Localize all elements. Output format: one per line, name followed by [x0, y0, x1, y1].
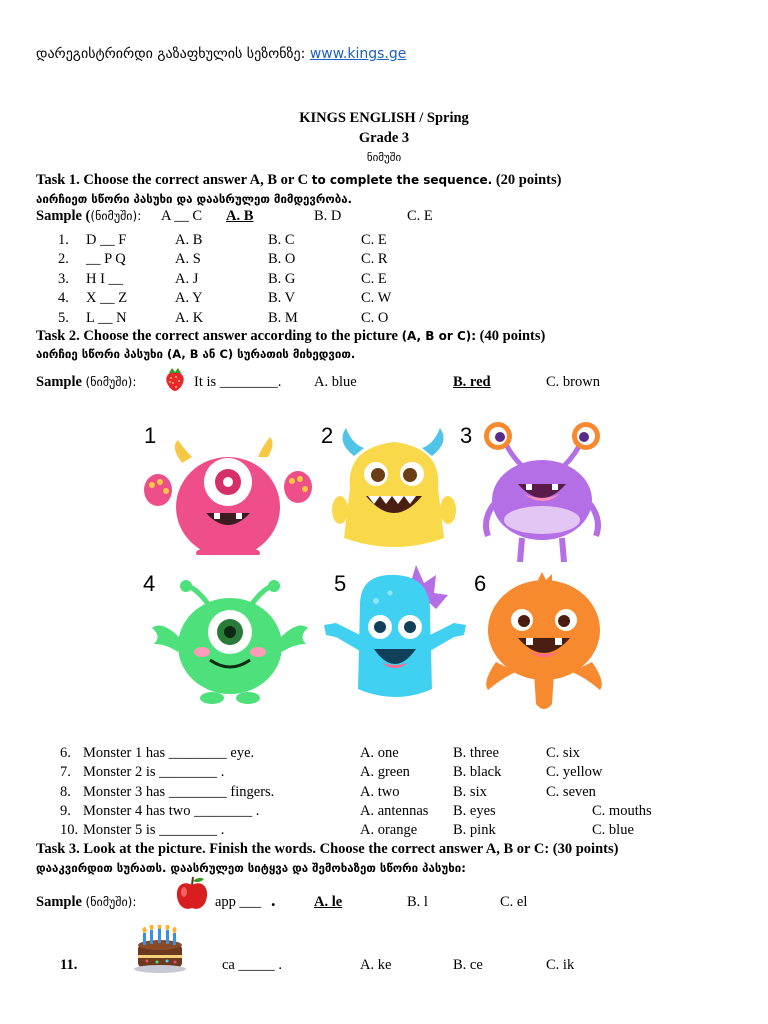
answer-a: A. J [175, 271, 199, 287]
sample-answer-a: A. le [314, 894, 343, 910]
item-question: X __ Z [86, 290, 128, 306]
task2-title [36, 328, 545, 345]
monster-number-3: 3 [460, 423, 473, 448]
item-question: __ P Q [86, 251, 126, 267]
sample-label: Sample (ნიმუში): [36, 374, 137, 390]
task2-title-small: (A, B or C): [401, 329, 477, 343]
sample-answer-c: C. brown [546, 374, 600, 390]
answer-a: A. two [360, 784, 400, 800]
item-question: L __ N [86, 310, 127, 326]
sample-answer-c: C. el [500, 894, 528, 910]
sample-question: A __ C [161, 208, 203, 224]
sample-answer-b: B. l [407, 894, 428, 910]
answer-c: C. O [361, 310, 389, 326]
answer-b: B. eyes [453, 803, 496, 819]
item-question: Monster 2 is ________ . [83, 764, 225, 780]
task3-item-11 [0, 957, 768, 976]
answer-a: A. green [360, 764, 410, 780]
item-question: Monster 1 has ________ eye. [83, 745, 255, 761]
task3-instruction-geo: დააკვირდით სურათს. დაასრულეთ სიტყვა და შემოხაზეთ სწორი პასუხი: [36, 861, 466, 875]
item-question: ca _____ . [222, 957, 282, 973]
answer-a: A. Y [175, 290, 203, 306]
answer-c: C. yellow [546, 764, 603, 780]
monster-number-6: 6 [474, 571, 487, 596]
sample-title: ნიმუში [366, 151, 402, 164]
monster-number-4: 4 [143, 571, 156, 596]
task1-points: (20 points) [495, 172, 562, 188]
answer-b: B. ce [453, 957, 483, 973]
task1-item [0, 290, 768, 309]
task1-title-main: Task 1. Choose the correct answer A, B or C [36, 172, 309, 188]
answer-a: A. K [175, 310, 204, 326]
answer-c: C. six [546, 745, 580, 761]
answer-c: C. ik [546, 957, 575, 973]
task1-item [0, 310, 768, 329]
sample-dot: . [271, 890, 276, 910]
task3-sample-row [0, 890, 768, 913]
monster-3-purple-icon [480, 420, 605, 565]
task2-item [0, 803, 768, 822]
monster-number-1: 1 [144, 423, 157, 448]
task3-title: Task 3. Look at the picture. Finish the words. Choose the correct answer A, B or C: (30 points) [36, 841, 619, 857]
task2-sample-row [0, 374, 768, 393]
answer-a: A. antennas [360, 803, 429, 819]
answer-c: C. W [361, 290, 392, 306]
item-number: 4. [58, 290, 69, 306]
answer-a: A. ke [360, 957, 392, 973]
page-title: KINGS ENGLISH / Spring [299, 110, 469, 126]
task1-item [0, 251, 768, 270]
item-number: 10. [60, 822, 79, 838]
answer-a: A. orange [360, 822, 418, 838]
answer-b: B. M [268, 310, 298, 326]
answer-b: B. G [268, 271, 296, 287]
monster-1-pink-icon [140, 435, 315, 555]
answer-c: C. E [361, 232, 387, 248]
sample-question: app ___ [215, 894, 262, 910]
answer-b: B. O [268, 251, 296, 267]
task1-sample-row [0, 208, 768, 227]
task2-title-main: Task 2. Choose the correct answer according to the picture [36, 328, 398, 344]
item-number: 3. [58, 271, 69, 287]
answer-b: B. six [453, 784, 487, 800]
registration-text: დარეგისტრირდი გაზაფხულის სეზონზე: [36, 46, 306, 62]
item-question: D __ F [86, 232, 127, 248]
task1-instruction-geo: აირჩიეთ სწორი პასუხი და დაასრულეთ მიმდევრობა. [36, 192, 352, 206]
answer-a: A. S [175, 251, 201, 267]
item-number: 5. [58, 310, 69, 326]
task2-points: (40 points) [479, 328, 546, 344]
monster-6-orange-icon [482, 572, 607, 712]
registration-line [36, 46, 406, 62]
answer-b: B. pink [453, 822, 496, 838]
item-number: 6. [60, 745, 71, 761]
task1-item [0, 271, 768, 290]
item-question: Monster 3 has ________ fingers. [83, 784, 275, 800]
task2-item [0, 822, 768, 841]
task2-instruction-geo: აირჩიე სწორი პასუხი (A, B ან C) სურათის მიხედვით. [36, 347, 356, 361]
answer-c: C. seven [546, 784, 596, 800]
item-number: 7. [60, 764, 71, 780]
birthday-cake-icon [133, 925, 187, 973]
task1-item [0, 232, 768, 251]
sample-answer-b: B. D [314, 208, 342, 224]
sample-answer-b: B. red [453, 374, 491, 390]
sample-answer-a: A. B [226, 208, 254, 224]
item-number: 1. [58, 232, 69, 248]
task2-item [0, 764, 768, 783]
answer-b: B. black [453, 764, 502, 780]
answer-c: C. mouths [592, 803, 652, 819]
kings-link[interactable]: www.kings.ge [309, 46, 407, 62]
sample-label: Sample (ნიმუში): [36, 894, 137, 910]
answer-a: A. B [175, 232, 203, 248]
item-number: 9. [60, 803, 71, 819]
sample-answer-a: A. blue [314, 374, 357, 390]
grade-title: Grade 3 [358, 130, 410, 146]
answer-c: C. blue [592, 822, 634, 838]
task1-title [36, 172, 561, 189]
item-number: 8. [60, 784, 71, 800]
monster-4-green-icon [148, 580, 313, 705]
item-question: Monster 5 is ________ . [83, 822, 225, 838]
task2-item [0, 784, 768, 803]
sample-question: It is ________. [194, 374, 282, 390]
apple-icon [175, 876, 209, 912]
item-number: 2. [58, 251, 69, 267]
item-question: H I __ [86, 271, 124, 287]
answer-c: C. R [361, 251, 388, 267]
answer-b: B. V [268, 290, 296, 306]
strawberry-icon [163, 366, 187, 392]
item-question: Monster 4 has two ________ . [83, 803, 260, 819]
answer-b: B. three [453, 745, 499, 761]
monster-5-blue-icon [320, 565, 470, 705]
task1-title-small: to complete the sequence. [311, 173, 493, 187]
sample-label: Sample ((ნიმუში): [36, 208, 142, 224]
item-number: 11. [60, 957, 78, 973]
sample-answer-c: C. E [407, 208, 433, 224]
monster-2-yellow-icon [332, 428, 457, 558]
answer-b: B. C [268, 232, 295, 248]
task2-item [0, 745, 768, 764]
monster-number-2: 2 [321, 423, 334, 448]
monster-number-5: 5 [334, 571, 347, 596]
answer-c: C. E [361, 271, 387, 287]
answer-a: A. one [360, 745, 399, 761]
